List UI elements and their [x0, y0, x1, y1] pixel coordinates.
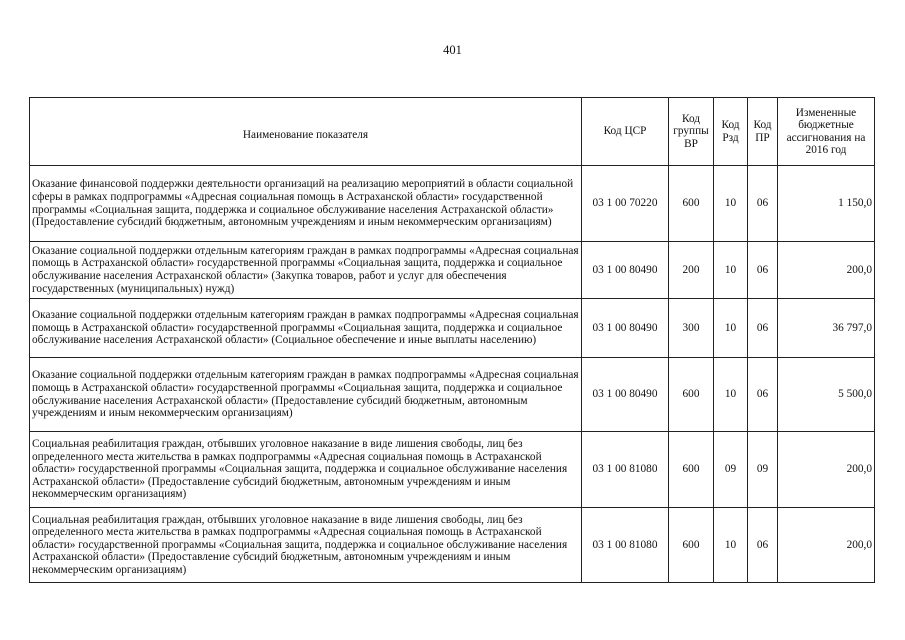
row-name: Социальная реабилитация граждан, отбывших уголовное наказание в виде лишения свободы, лиц без определенного места жительства в рамках подпрограммы «Адресная социальная помощь в Астраханской области» государственной программы «Социальная защита, поддержка и социальное обслуживание населения Астраханской области» (Предоставление субсидий бюджетным, автономным учреждениям и иным некоммерческим организациям)	[30, 508, 582, 583]
row-rzd: 10	[714, 358, 748, 432]
table-row	[30, 242, 875, 299]
row-pr: 06	[748, 299, 778, 358]
budget-table	[29, 97, 875, 583]
row-name: Социальная реабилитация граждан, отбывших уголовное наказание в виде лишения свободы, лиц без определенного места жительства в рамках подпрограммы «Адресная социальная помощь в Астраханской области» государственной программы «Социальная защита, поддержка и социальное обслуживание населения Астраханской области» (Предоставление субсидий бюджетным, автономным учреждениям и иным некоммерческим организациям)	[30, 432, 582, 508]
row-pr: 06	[748, 508, 778, 583]
row-vr: 600	[669, 432, 714, 508]
header-amount: Измененные бюджетные ассигнования на 2016 год	[778, 98, 875, 166]
row-rzd: 09	[714, 432, 748, 508]
row-name: Оказание социальной поддержки отдельным категориям граждан в рамках подпрограммы «Адресная социальная помощь в Астраханской области» государственной программы «Социальная защита, поддержка и социальное обслуживание населения Астраханской области» (Предоставление субсидий бюджетным, автономным учреждениям и иным некоммерческим организациям)	[30, 358, 582, 432]
table-row	[30, 508, 875, 583]
row-rzd: 10	[714, 242, 748, 299]
row-name: Оказание социальной поддержки отдельным категориям граждан в рамках подпрограммы «Адресная социальная помощь в Астраханской области» государственной программы «Социальная защита, поддержка и социальное обслуживание населения Астраханской области» (Закупка товаров, работ и услуг для обеспечения государственных (муниципальных) нужд)	[30, 242, 582, 299]
header-csr: Код ЦСР	[582, 98, 669, 166]
row-name: Оказание финансовой поддержки деятельности организаций на реализацию мероприятий в области социальной сферы в рамках подпрограммы «Адресная социальная помощь в Астраханской области» государственной программы «Социальная защита, поддержка и социальное обслуживание населения Астраханской области» (Предоставление субсидий бюджетным, автономным учреждениям и иным некоммерческим организациям)	[30, 166, 582, 242]
row-csr: 03 1 00 70220	[582, 166, 669, 242]
table-row	[30, 299, 875, 358]
row-vr: 200	[669, 242, 714, 299]
row-pr: 06	[748, 242, 778, 299]
row-amount: 1 150,0	[778, 166, 875, 242]
row-csr: 03 1 00 80490	[582, 242, 669, 299]
row-amount: 5 500,0	[778, 358, 875, 432]
table-row	[30, 432, 875, 508]
row-name: Оказание социальной поддержки отдельным категориям граждан в рамках подпрограммы «Адресная социальная помощь в Астраханской области» государственной программы «Социальная защита, поддержка и социальное обслуживание населения Астраханской области» (Социальное обеспечение и иные выплаты населению)	[30, 299, 582, 358]
row-pr: 06	[748, 358, 778, 432]
row-amount: 200,0	[778, 508, 875, 583]
row-rzd: 10	[714, 299, 748, 358]
row-pr: 06	[748, 166, 778, 242]
row-vr: 600	[669, 166, 714, 242]
page-number: 401	[443, 43, 462, 57]
row-rzd: 10	[714, 166, 748, 242]
header-rzd: Код Рзд	[714, 98, 748, 166]
row-csr: 03 1 00 80490	[582, 358, 669, 432]
header-vr: Код группы ВР	[669, 98, 714, 166]
table-header-row	[30, 98, 875, 166]
row-vr: 300	[669, 299, 714, 358]
row-amount: 200,0	[778, 432, 875, 508]
row-csr: 03 1 00 80490	[582, 299, 669, 358]
row-vr: 600	[669, 508, 714, 583]
row-vr: 600	[669, 358, 714, 432]
row-amount: 200,0	[778, 242, 875, 299]
row-csr: 03 1 00 81080	[582, 508, 669, 583]
row-rzd: 10	[714, 508, 748, 583]
table-row	[30, 358, 875, 432]
row-amount: 36 797,0	[778, 299, 875, 358]
header-name: Наименование показателя	[30, 98, 582, 166]
header-pr: Код ПР	[748, 98, 778, 166]
row-csr: 03 1 00 81080	[582, 432, 669, 508]
table-row	[30, 166, 875, 242]
row-pr: 09	[748, 432, 778, 508]
